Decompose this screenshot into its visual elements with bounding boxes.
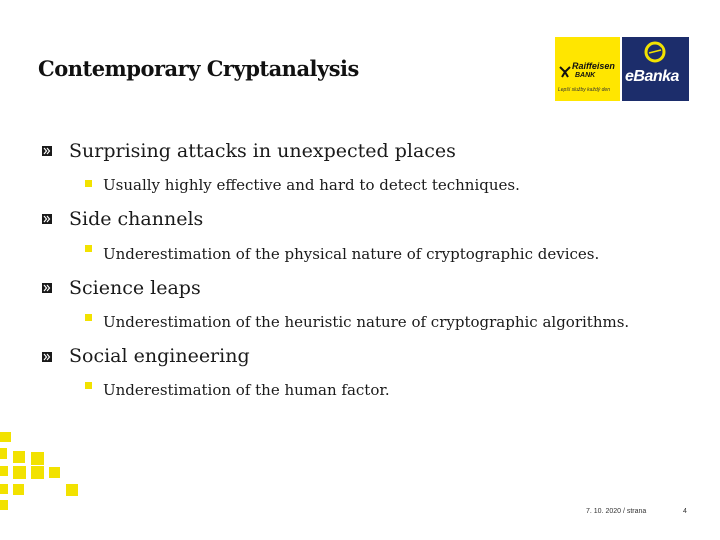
bullet-text: Science leaps	[69, 277, 201, 299]
bullet-text: Surprising attacks in unexpected places	[69, 140, 456, 162]
square-bullet-icon	[85, 314, 92, 321]
raiffeisen-gable-icon	[558, 65, 572, 79]
raiffeisen-name: Raiffeisen	[572, 61, 615, 71]
footer-date: 7. 10. 2020 / strana	[586, 508, 647, 515]
ebanka-logo	[622, 37, 689, 101]
page-number: 4	[683, 508, 687, 515]
sub-bullet-text: Underestimation of the physical nature of cryptographic devices.	[103, 245, 600, 263]
square-bullet-icon	[85, 382, 92, 389]
chevron-bullet-icon	[42, 352, 52, 362]
slide-title: Contemporary Cryptanalysis	[38, 56, 359, 81]
raiffeisen-logo	[555, 37, 620, 101]
sub-bullet-text: Underestimation of the heuristic nature of cryptographic algorithms.	[103, 313, 630, 331]
raiffeisen-slogan: Lepší služby každý den	[558, 87, 610, 93]
sub-bullet-text: Underestimation of the human factor.	[103, 381, 390, 399]
chevron-bullet-icon	[42, 283, 52, 293]
square-bullet-icon	[85, 245, 92, 252]
bullet-text: Side channels	[69, 208, 204, 230]
bullet-text: Social engineering	[69, 345, 250, 367]
raiffeisen-bank-label: BANK	[575, 72, 596, 79]
sub-bullet-text: Usually highly effective and hard to detect techniques.	[103, 176, 520, 194]
ebanka-wordmark: eBanka	[625, 68, 679, 85]
ebanka-emblem-icon	[643, 40, 667, 64]
chevron-bullet-icon	[42, 146, 52, 156]
square-bullet-icon	[85, 180, 92, 187]
chevron-bullet-icon	[42, 214, 52, 224]
